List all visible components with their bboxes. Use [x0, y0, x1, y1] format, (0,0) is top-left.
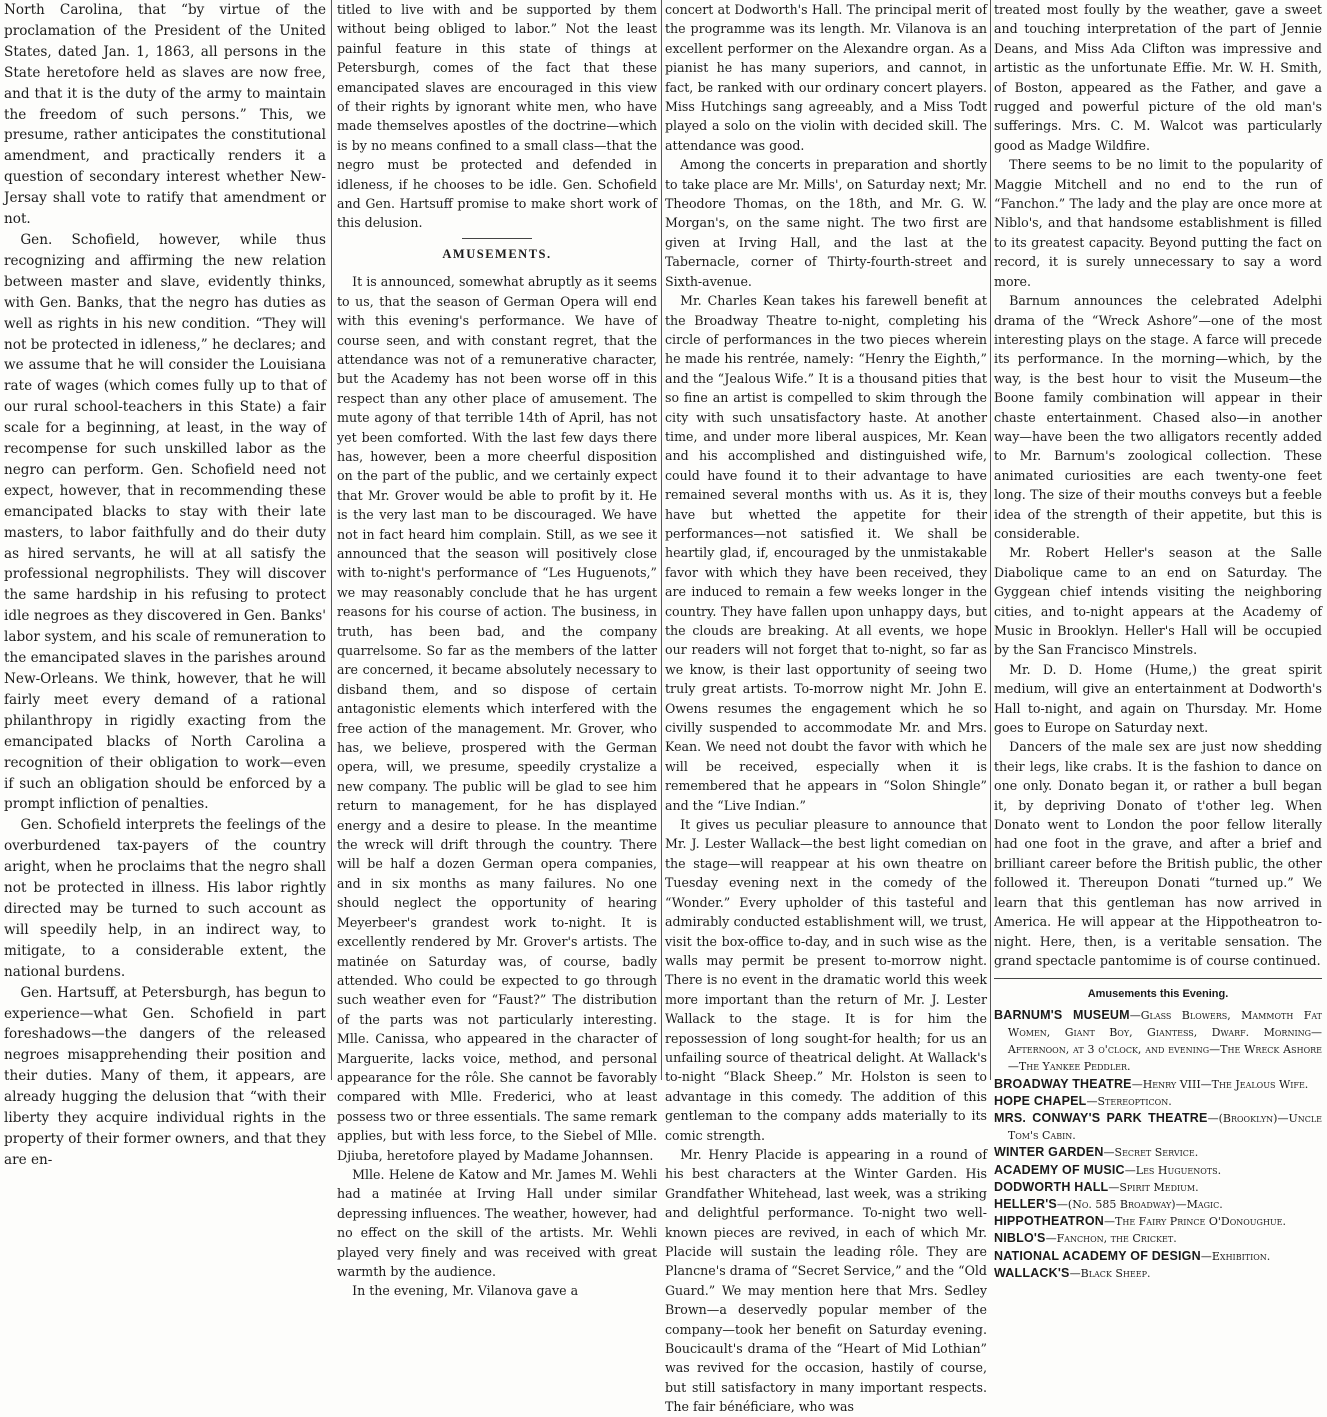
column-rule: [990, 0, 991, 1080]
paragraph: Mlle. Helene de Katow and Mr. James M. Wehli had a matinée at Irving Hall under similar depressing influences. The weather, however, had no effect on the skill of the artists. Mr. Wehli played very finely and was received with great warmth by the audience.: [337, 1166, 657, 1279]
paragraph: Mr. D. D. Home (Hume,) the great spirit medium, will give an entertainment at Dodworth's Hall to-night, and again on Thursday. Mr. Home goes to Europe on Saturday next.: [994, 661, 1322, 736]
listing-venue: WINTER GARDEN: [994, 1145, 1104, 1160]
paragraph: In the evening, Mr. Vilanova gave a: [352, 1283, 579, 1299]
listing-entry: [994, 1196, 1322, 1213]
listing-show: —Glass Blowers, Mammoth Fat Women, Giant Boy, Giantess, Dwarf. Morning—Afternoon, at 3 o'clock, and evening—The Wreck Ashore—The Yankee Peddler.: [1007, 1008, 1322, 1074]
listing-show: —Les Huguenots.: [1124, 1163, 1222, 1177]
listing-show: —(No. 585 Broadway)—Magic.: [1056, 1197, 1223, 1211]
paragraph: Barnum announces the celebrated Adelphi drama of the “Wreck Ashore”—one of the most interesting plays on the stage. A farce will precede its performance. In the morning—which, by the way, is the best hour to visit the Museum—the Boone family combination will appear in their chaste entertainment. Chased also—in another way—have been the two alligators recently added to Mr. Barnum's zoological collection. These animated curiosities are each twenty-one feet long. The size of their mouths conveys but a feeble idea of the strength of their appetite, but this is considerable.: [994, 293, 1322, 541]
listing-show: —Spirit Medium.: [1108, 1180, 1199, 1194]
column-rule: [331, 0, 332, 1080]
paragraph: Among the concerts in preparation and shortly to take place are Mr. Mills', on Saturday next; Mr. Theodore Thomas, on the 18th, and Mr. G. W. Morgan's, on the same night. The two first are given at Irving Hall, and the last at the Tabernacle, corner of Thirty-fourth-street and Sixth-avenue.: [665, 157, 987, 289]
column-rule: [661, 0, 662, 1080]
listing-show: —The Fairy Prince O'Donoughue.: [1104, 1215, 1286, 1229]
listing-show: —Secret Service.: [1103, 1146, 1199, 1160]
paragraph: concert at Dodworth's Hall. The principal merit of the programme was its length. Mr. Vilanova is an excellent performer on the Alexandre organ. As a pianist he has many superiors, and cannot, in fact, be ranked with our ordinary concert players. Miss Hutchings sang agreeably, and a Miss Todt played a solo on the violin with decided skill. The attendance was good.: [665, 2, 987, 153]
listing-show: —Henry VIII—The Jealous Wife.: [1131, 1077, 1309, 1091]
column-4: [994, 0, 1322, 1280]
paragraph: It is announced, somewhat abruptly as it seems to us, that the season of German Opera will end with this evening's performance. We have of course seen, and with constant regret, that the attendance was not of a remunerative character, but the Academy has not been worse off in this respect than any other place of amusement. The mute agony of that terrible 14th of April, has not yet been comforted. With the last few days there has, however, been a more cheerful disposition on the part of the public, and we certainly expect that Mr. Grover would be able to profit by it. He is the very last man to be discouraged. We have not in fact heard him complain. Still, as we see it announced that the season will positively close with to-night's performance of “Les Huguenots,” we may reasonably conclude that he has urgent reasons for his course of action. The business, in truth, has been bad, and the company quarrelsome. So far as the members of the latter are concerned, it became absolutely necessary to disband them, and so dispose of certain antagonistic elements which interfered with the free action of the management. Mr. Grover, who has, we believe, prospered with the German opera, will, we presume, speedily crystalize a new company. The public will be glad to see him return to management, for he has displayed energy and a desire to please. In the meantime the wreck will drift through the country. There will be half a dozen German opera companies, and in six months as many failures. No one should neglect the opportunity of hearing Meyerbeer's grandest work to-night. It is excellently rendered by Mr. Grover's artists. The matinée on Saturday was, of course, badly attended. Who could be expected to go through such weather even for “Faust?” The distribution of the parts was not particularly interesting. Mlle. Canissa, who appeared in the character of Marguerite, lacks voice, method, and personal appearance for the rôle. She cannot be favorably compared with Mlle. Frederici, who at least possess two or three essentials. The same remark applies, but with less force, to the Siebel of Mlle. Djiuba, heretofore played by Madame Johannsen.: [337, 274, 657, 1163]
listing-entry: [994, 1162, 1322, 1179]
section-divider: [462, 238, 532, 239]
amusements-listing: [994, 1007, 1322, 1282]
paragraph: It gives us peculiar pleasure to announce that Mr. J. Lester Wallack—the best light comedian on the stage—will reappear at his own theatre on Tuesday evening next in the comedy of the “Wonder.” Every upholder of this tasteful and admirably conducted establishment will, we trust, visit the box-office to-day, and in such wise as the walls may permit be present to-morrow night. There is no event in the dramatic world this week more important than the return of Mr. J. Lester Wallack to the stage. It is for him the repossession of long sought-for health; for us an unfailing source of theatrical delight. At Wallack's to-night “Black Sheep.” Mr. Holston is seen to advantage in this comedy. The addition of this gentleman to the company adds materially to its comic strength.: [665, 817, 987, 1143]
listing-entry: [994, 1110, 1322, 1144]
listing-venue: DODWORTH HALL: [994, 1179, 1109, 1194]
column-2: [337, 0, 657, 1299]
paragraph: Mr. Charles Kean takes his farewell benefit at the Broadway Theatre to-night, completing his circle of performances in the two pieces wherein he made his rentrée, namely: “Henry the Eighth,” and the “Jealous Wife.” It is a thousand pities that so fine an artist is compelled to skim through the city with such unsatisfactory haste. At another time, and under more liberal auspices, Mr. Kean and his accomplished and distinguished wife, could have found it to their advantage to have remained several months with us. As it is, they have but whetted the appetite for their performances—not satisfied it. We shall be heartily glad, if, encouraged by the unmistakable favor with which they have been received, they are induced to remain a few weeks longer in the country. They have fallen upon unhappy days, but the clouds are breaking. At all events, we hope our readers will not forget that to-night, so far as we know, is their last opportunity of seeing two truly great artists. To-morrow night Mr. John E. Owens resumes the engagement which he so civilly suspended to accommodate Mr. and Mrs. Kean. We need not doubt the favor with which he will be received, especially when it is remembered that he appears in “Solon Shingle” and the “Live Indian.”: [665, 293, 987, 813]
amusements-listing-box: [994, 978, 1322, 1282]
listing-venue: ACADEMY OF MUSIC: [994, 1162, 1125, 1177]
listing-venue: BARNUM'S MUSEUM: [994, 1007, 1130, 1022]
paragraph: Mr. Robert Heller's season at the Salle Diabolique came to an end on Saturday. The Gyggean chief intends visiting the neighboring cities, and to-night appears at the Academy of Music in Brooklyn. Heller's Hall will be occupied by the San Francisco Minstrels.: [994, 545, 1322, 658]
listing-venue: HIPPOTHEATRON: [994, 1214, 1105, 1229]
paragraph: Gen. Schofield interprets the feelings of the overburdened tax-payers of the country aright, when he proclaims that the negro shall not be protected in illness. His labor rightly directed may be turned to such account as will speedily help, in an indirect way, to mitigate, to a considerable extent, the national burdens.: [4, 817, 326, 980]
column-3: [665, 0, 987, 1415]
paragraph: treated most foully by the weather, gave a sweet and touching interpretation of the part of Jennie Deans, and Miss Ada Clifton was impressive and artistic as the unfortunate Effie. Mr. W. H. Smith, of Boston, appeared as the Father, and gave a rugged and powerful picture of the old man's sufferings. Mrs. C. M. Walcot was particularly good as Madge Wildfire.: [994, 2, 1322, 153]
listing-venue: HOPE CHAPEL: [994, 1093, 1087, 1108]
listing-venue: WALLACK'S: [994, 1265, 1070, 1280]
listing-entry: [994, 1007, 1322, 1076]
listing-entry: [994, 1144, 1322, 1161]
paragraph: Mr. Henry Placide is appearing in a round of his best characters at the Winter Garden. His Grandfather Whitehead, last week, was a striking and delightful performance. To-night two well-known pieces are revived, in each of which Mr. Placide will sustain the leading rôle. They are Plancne's drama of “Secret Service,” and the “Old Guard.” We may mention here that Mrs. Sedley Brown—a deservedly popular member of the company—took her benefit on Saturday evening. Boucicault's drama of the “Heart of Mid Lothian” was revived for the occasion, hastily of course, but still satisfactory in many important respects. The fair bénéficiare, who was: [665, 1146, 987, 1415]
listing-entry: [994, 1179, 1322, 1196]
listing-entry: [994, 1248, 1322, 1265]
listing-venue: MRS. CONWAY'S PARK THEATRE: [994, 1110, 1208, 1125]
listing-venue: NIBLO'S: [994, 1231, 1046, 1246]
column-1: [4, 0, 326, 1168]
paragraph: Gen. Schofield, however, while thus recognizing and affirming the new relation between master and slave, evidently thinks, with Gen. Banks, that the negro has duties as well as rights in his new condition. “They will not be protected in idleness,” he declares; and we assume that he will consider the Louisiana rate of wages (which comes fully up to that of our rural school-teachers in this State) a fair scale for a beginning, at least, in the way of recompense for such unskilled labor as the negro can perform. Gen. Schofield need not expect, however, that in recommending these emancipated blacks to stay with their late masters, to labor faithfully and do their duty as hired servants, he will at all satisfy the professional negrophilists. They will discover the same hardship in his refusing to protect idle negroes as they discovered in Gen. Banks' labor system, and his scale of remuneration to the emancipated slaves in the parishes around New-Orleans. We think, however, that he will fairly meet every demand of a rational philanthropy in rigidly exacting from the emancipated blacks of North Carolina a recognition of their obligation to work—even if such an obligation should be enforced by a prompt infliction of penalties.: [4, 231, 326, 813]
listing-show: —(Brooklyn)—Uncle Tom's Cabin.: [1007, 1111, 1322, 1143]
listing-entry: [994, 1265, 1322, 1282]
listing-entry: [994, 1076, 1322, 1093]
listing-entry: [994, 1230, 1322, 1247]
paragraph: titled to live with and be supported by them without being obliged to labor.” Not the least painful feature in this state of things at Petersburgh, comes of the fact that these emancipated slaves are encouraged in this view of their rights by ignorant white men, who have made themselves apostles of the doctrine—which is by no means confined to a small class—that the negro must be protected and defended in idleness, if he chooses to be idle. Gen. Schofield and Gen. Hartsuff promise to make short work of this delusion.: [337, 2, 657, 231]
paragraph: North Carolina, that “by virtue of the proclamation of the President of the United States, dated Jan. 1, 1863, all persons in the State heretofore held as slaves are now free, and that it is the duty of the army to maintain the freedom of such persons.” This, we presume, rather anticipates the constitutional amendment, and practically renders it a question of secondary interest whether New-Jersay shall vote to ratify that amendment or not.: [4, 2, 326, 228]
listing-entry: [994, 1213, 1322, 1230]
paragraph: There seems to be no limit to the popularity of Maggie Mitchell and no end to the run of “Fanchon.” The lady and the play are once more at Niblo's, and that handsome establishment is filled to its greatest capacity. Beyond putting the fact on record, it is surely unnecessary to say a word more.: [994, 157, 1322, 289]
listing-venue: HELLER'S: [994, 1196, 1057, 1211]
listing-show: —Stereopticon.: [1086, 1094, 1172, 1108]
listing-show: —Fanchon, the Cricket.: [1045, 1232, 1177, 1246]
listing-show: —Exhibition.: [1200, 1249, 1271, 1263]
listing-heading: Amusements this Evening.: [1087, 988, 1229, 1001]
listing-show: —Black Sheep.: [1069, 1266, 1151, 1280]
paragraph: Gen. Hartsuff, at Petersburgh, has begun to experience—what Gen. Schofield in part foreshadows—the dangers of the released negroes misapprehending their position and their duties. Many of them, it appears, are already hugging the delusion that “with their liberty they acquire individual rights in the property of their former owners, and that they are en-: [4, 984, 326, 1168]
listing-entry: [994, 1093, 1322, 1110]
section-heading-amusements: AMUSEMENTS.: [442, 246, 552, 261]
paragraph: Dancers of the male sex are just now shedding their legs, like crabs. It is the fashion to dance on one only. Donato began it, or rather a bull began it, by depriving Donato of t'other leg. When Donato went to London the poor fellow literally had one foot in the grave, and after a brief and brilliant career before the British public, the other followed it. Thereupon Donati “turned up.” We learn that this gentleman has now arrived in America. He will appear at the Hippotheatron to-night. Here, then, is a veritable sensation. The grand spectacle pantomime is of course continued.: [994, 739, 1322, 968]
listing-venue: NATIONAL ACADEMY OF DESIGN: [994, 1248, 1201, 1263]
listing-venue: BROADWAY THEATRE: [994, 1076, 1132, 1091]
